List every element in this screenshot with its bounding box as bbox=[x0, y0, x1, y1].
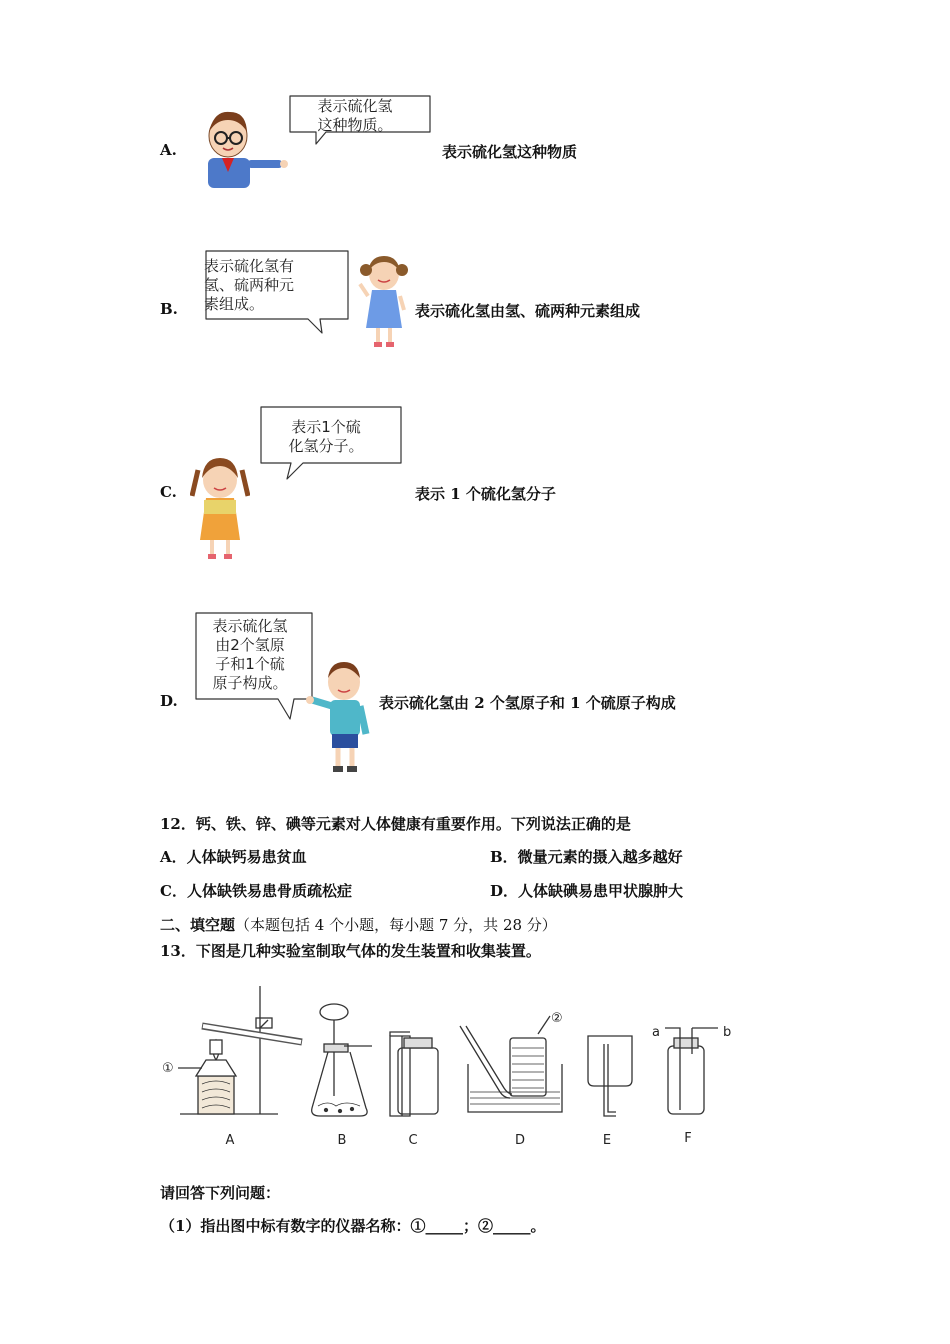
port-a-label: a bbox=[652, 1025, 660, 1040]
option-c-caption: 表示 1 个硫化氢分子 bbox=[415, 485, 556, 503]
section-title: 二、填空题 bbox=[160, 916, 236, 934]
option-d-caption: 表示硫化氢由 2 个氢原子和 1 个硫原子构成 bbox=[379, 694, 676, 712]
q12-choice-c: C．人体缺铁易患骨质疏松症 bbox=[160, 882, 352, 900]
boy-teal-shirt-illustration bbox=[306, 660, 372, 778]
q13-stem: 13．下图是几种实验室制取气体的发生装置和收集装置。 bbox=[160, 942, 541, 960]
bubble-text-b: 表示硫化氢有 氢、硫两种元 素组成。 bbox=[204, 257, 295, 313]
section-note: （本题包括 4 个小题，每小题 7 分，共 28 分） bbox=[235, 916, 557, 934]
girl-orange-dress-illustration bbox=[190, 456, 250, 562]
apparatus-d bbox=[460, 1016, 562, 1112]
option-b-caption: 表示硫化氢由氢、硫两种元素组成 bbox=[415, 302, 641, 320]
section-heading bbox=[160, 914, 557, 935]
figure-label-e: E bbox=[602, 1133, 612, 1148]
apparatus-e bbox=[588, 1036, 632, 1116]
apparatus-figure bbox=[160, 980, 760, 1150]
marker-1: ① bbox=[162, 1061, 174, 1076]
bubble-text-d: 表示硫化氢 由2个氢原 子和1个硫 原子构成。 bbox=[212, 617, 288, 692]
bubble-text-a: 表示硫化氢 这种物质。 bbox=[317, 97, 393, 134]
figure-label-b: B bbox=[337, 1133, 347, 1148]
q13-sub1: （1）指出图中标有数字的仪器名称：①_____；②_____。 bbox=[160, 1217, 546, 1235]
figure-label-f: F bbox=[684, 1131, 692, 1146]
q13-prompt: 请回答下列问题： bbox=[160, 1184, 281, 1202]
apparatus-a bbox=[178, 986, 302, 1114]
q12-choice-a: A．人体缺钙易患贫血 bbox=[160, 848, 307, 866]
bubble-text-c: 表示1个硫 化氢分子。 bbox=[288, 418, 364, 455]
q12-choice-b: B．微量元素的摄入越多越好 bbox=[490, 848, 683, 866]
apparatus-b bbox=[312, 1004, 372, 1116]
marker-2: ② bbox=[551, 1011, 563, 1026]
apparatus-c bbox=[390, 1032, 438, 1116]
figure-label-c: C bbox=[408, 1133, 418, 1148]
girl-blue-dress-illustration bbox=[356, 254, 412, 350]
figure-label-a: A bbox=[225, 1133, 235, 1148]
option-d-letter: D. bbox=[160, 692, 178, 710]
port-b-label: b bbox=[723, 1025, 732, 1040]
apparatus-f bbox=[665, 1028, 718, 1114]
option-a-letter: A. bbox=[160, 141, 177, 159]
boy-glasses-illustration bbox=[196, 106, 292, 192]
figure-label-d: D bbox=[514, 1133, 526, 1148]
option-b-letter: B. bbox=[160, 300, 178, 318]
option-c-letter: C. bbox=[160, 483, 177, 501]
q12-stem: 12．钙、铁、锌、碘等元素对人体健康有重要作用。下列说法正确的是 bbox=[160, 815, 631, 833]
q12-choice-d: D．人体缺碘易患甲状腺肿大 bbox=[490, 882, 684, 900]
option-a-caption: 表示硫化氢这种物质 bbox=[442, 143, 578, 161]
